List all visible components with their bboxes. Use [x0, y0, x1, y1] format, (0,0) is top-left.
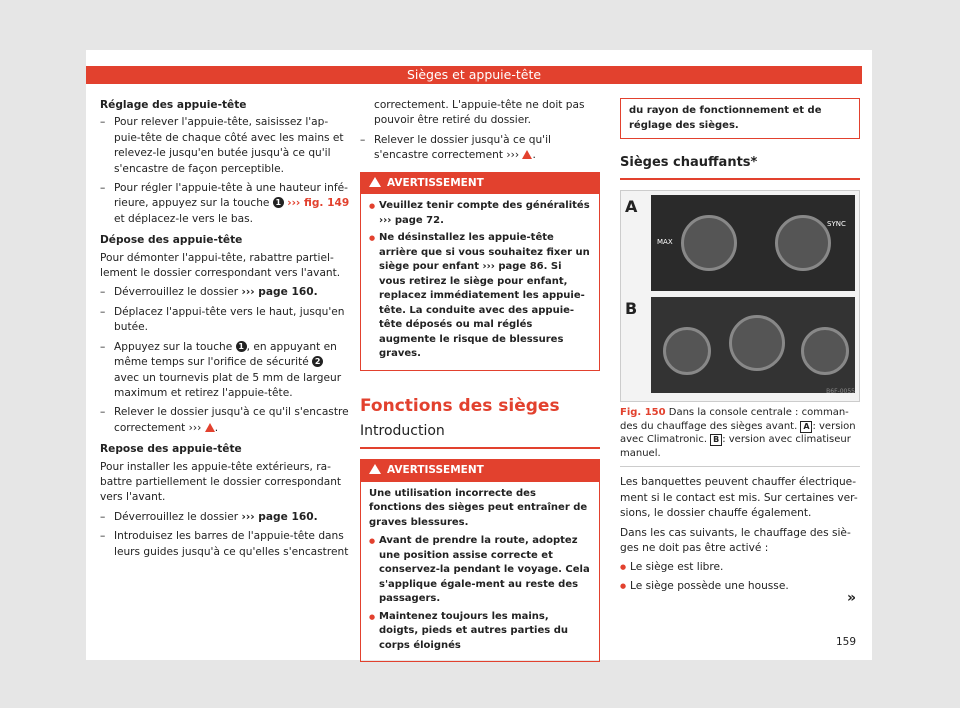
depose-item-4-text: Relever le dossier jusqu'à ce qu'il s'encastre correctement ›››	[114, 406, 349, 434]
warning-icon	[369, 177, 381, 187]
repose-item-1-text: Déverrouillez le dossier	[114, 510, 239, 523]
caption-text-a: Dans la console centrale : comman-des du chauffage des sièges avant.	[620, 407, 849, 432]
caption-number: Fig. 150	[620, 407, 666, 419]
figure-label-b: B	[625, 299, 638, 319]
depose-item-4: – Relever le dossier jusqu'à ce qu'il s'encastre correctement ››› .	[100, 405, 350, 436]
depose-item-3-text-a: Appuyez sur la touche	[114, 340, 233, 353]
warning-box-1-header	[361, 173, 599, 194]
warning-2-intro: Une utilisation incorrecte des fonctions des sièges peut entraîner de graves blessures.	[369, 487, 588, 528]
subsection-title-heated-seats: Sièges chauffants*	[620, 155, 860, 180]
warning-box-2-cont-body: du rayon de fonctionnement et de réglage des sièges.	[629, 105, 822, 131]
repose-intro: Pour installer les appuie-tête extérieurs, ra-battre partiellement le dossier correspondant vers l'avant.	[100, 460, 342, 504]
condition-bullet-1: ● Le siège est libre.	[620, 560, 860, 575]
warning-box-2	[360, 459, 600, 662]
caption-text-b: : version avec Climatronic.	[620, 420, 856, 446]
warning-box-1-body	[361, 194, 599, 370]
climatronic-panel-image	[651, 195, 855, 291]
warning-1-bullet-1: ● Veuillez tenir compte des généralités ››› page 72.	[369, 199, 591, 228]
warning-2-bullet-1: ● Avant de prendre la route, adoptez une position assise correcte et conservez-la pendant le voyage. Cela s'applique égale-ment au reste des passagers.	[369, 534, 591, 607]
page-160-link[interactable]: ››› page 160.	[241, 510, 318, 523]
repose-item-2: – Introduisez les barres de l'appuie-tête dans leurs guides jusqu'à ce qu'elles s'encastrent	[100, 529, 350, 560]
depose-item-1	[100, 285, 350, 300]
max-button-label: MAX	[657, 238, 673, 247]
condition-bullet-2: ● Le siège possède une housse.	[620, 579, 860, 594]
knob-right	[775, 215, 831, 271]
key-1-badge: 1	[236, 341, 247, 352]
manual-ac-panel-image	[651, 297, 855, 393]
continue-arrow-icon: »	[846, 590, 856, 606]
page-header: Sièges et appuie-tête	[86, 66, 862, 84]
reglage-item-2-tail: et déplacez-le vers le bas.	[114, 212, 253, 225]
heading-reglage: Réglage des appuie-tête	[100, 99, 247, 111]
warning-title: AVERTISSEMENT	[387, 464, 484, 477]
warning-box-1	[360, 172, 600, 371]
warning-icon	[205, 423, 215, 432]
reglage-item-2	[100, 181, 350, 227]
knob-center	[729, 315, 785, 371]
column-3	[620, 98, 860, 597]
warning-title: AVERTISSEMENT	[387, 176, 484, 189]
caption-key-b: B	[710, 434, 722, 446]
warning-1-bullet-2: ● Ne désinstallez les appuie-tête arrière que si vous souhaitez fixer un siège pour enfant ››› page 86. Si vous retirez le siège pour enfant, replacez immédiatement les appuie-tête. La conduite avec des appuie-tête déposés ou mal réglés augmente le risque de blessures graves.	[369, 231, 591, 362]
figure-label-a: A	[625, 197, 638, 217]
knob-left	[663, 327, 711, 375]
depose-item-3-text-c: avec un tournevis plat de 5 mm de largeur maximum et retirez l'appuie-tête.	[114, 371, 342, 399]
paragraph-2: Dans les cas suivants, le chauffage des siè-ges ne doit pas être activé :	[620, 526, 851, 555]
repose-item-3: – Relever le dossier jusqu'à ce qu'il s'encastre correctement ››› .	[360, 133, 600, 164]
column-2	[360, 98, 600, 670]
manual-page	[86, 50, 872, 660]
heading-repose: Repose des appuie-tête	[100, 443, 242, 456]
warning-icon	[522, 150, 532, 159]
knob-right	[801, 327, 849, 375]
caption-key-a: A	[800, 421, 812, 433]
depose-item-3-text-b: , en appuyant en même temps sur l'orifice de sécurité	[114, 340, 337, 369]
repose-item-1	[100, 510, 350, 525]
page-number: 159	[835, 636, 856, 648]
figure-code: B6F-0055	[826, 388, 855, 395]
caption-text-c: : version avec climatiseur manuel.	[620, 434, 851, 459]
key-2-badge: 2	[312, 356, 323, 367]
heading-depose: Dépose des appuie-tête	[100, 234, 243, 247]
depose-item-2: – Déplacez l'appui-tête vers le haut, jusqu'en butée.	[100, 305, 350, 336]
sync-button-label: SYNC	[827, 220, 846, 229]
paragraph-1: Les banquettes peuvent chauffer électrique-ment si le contact est mis. Sur certaines ver-sions, le dossier chauffe également.	[620, 476, 858, 520]
repose-item-2-cont: correctement. L'appuie-tête ne doit pas pouvoir être retiré du dossier.	[374, 99, 585, 127]
repose-item-3-text: Relever le dossier jusqu'à ce qu'il s'encastre correctement ›››	[374, 133, 551, 162]
warning-2-bullet-2: ● Maintenez toujours les mains, doigts, pieds et autres parties du corps éloignés	[369, 610, 591, 654]
figure-caption	[620, 406, 860, 467]
warning-box-2-body	[361, 482, 599, 662]
depose-intro: Pour démonter l'appui-tête, rabattre partiel-lement le dossier correspondant vers l'avant.	[100, 251, 341, 280]
page-160-link[interactable]: ››› page 160.	[241, 286, 318, 299]
key-1-badge: 1	[273, 197, 284, 208]
subsection-title: Introduction	[360, 424, 600, 449]
reglage-item-2-text: Pour régler l'appuie-tête à une hauteur infé-rieure, appuyez sur la touche	[114, 182, 348, 210]
reglage-item-1: – Pour relever l'appuie-tête, saisissez l'ap-puie-tête de chaque côté avec les mains et relevez-le jusqu'en butée jusqu'à ce qu'il s'encastre de façon perceptible.	[100, 115, 350, 177]
depose-item-3	[100, 340, 350, 402]
knob-left	[681, 215, 737, 271]
depose-item-1-text: Déverrouillez le dossier	[114, 286, 239, 299]
column-1	[100, 98, 350, 564]
warning-icon	[369, 464, 381, 474]
warning-box-2-header	[361, 460, 599, 481]
figure-150	[620, 190, 860, 402]
section-title: Fonctions des sièges	[360, 395, 560, 416]
fig-149-link[interactable]: ››› fig. 149	[287, 197, 350, 210]
warning-box-2-continued	[620, 98, 860, 139]
